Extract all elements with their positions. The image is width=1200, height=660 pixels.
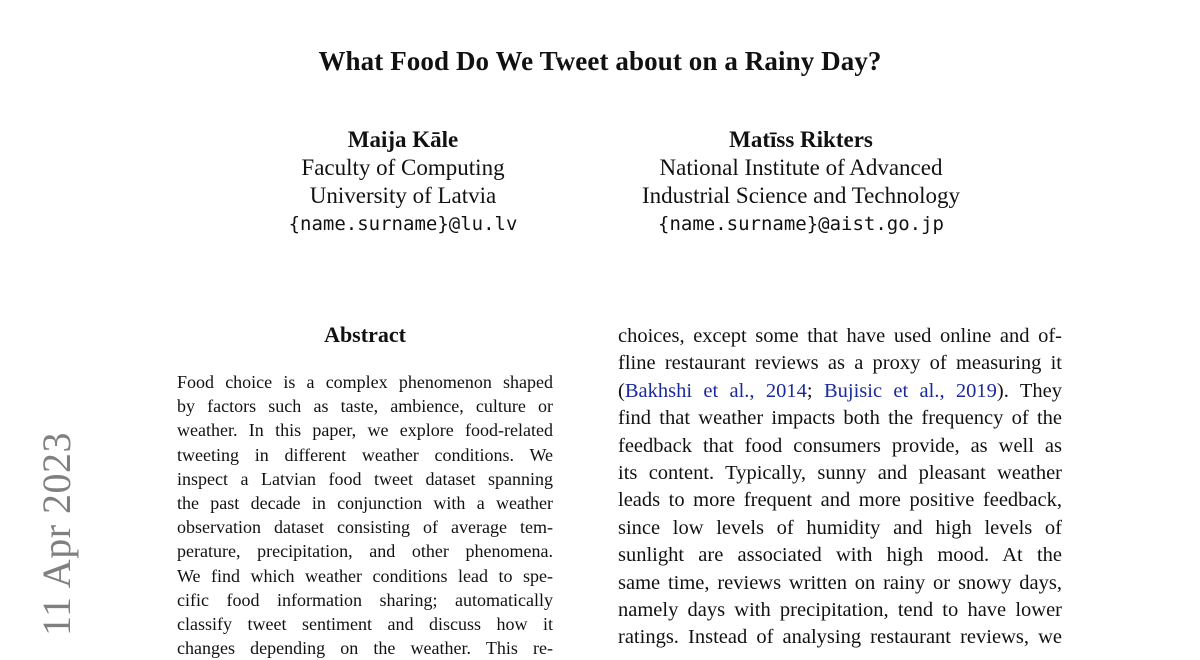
author-affiliation: University of Latvia xyxy=(309,183,497,208)
body-line: fline restaurant reviews as a proxy of measuring it xyxy=(618,352,1062,375)
abstract-line: perature, precipitation, and other phenomena. xyxy=(177,541,553,562)
abstract-line: observation dataset consisting of average tem- xyxy=(177,517,553,538)
citation-separator: ; xyxy=(806,379,824,402)
author-block-1 xyxy=(243,126,563,238)
body-line: find that weather impacts both the frequency of the xyxy=(618,407,1062,430)
body-text-column xyxy=(618,323,1062,652)
abstract-line: by factors such as taste, ambience, culture or xyxy=(177,396,553,417)
body-line: feedback that food consumers provide, as well as xyxy=(618,434,1062,457)
abstract-line: cific food information sharing; automatically xyxy=(177,589,553,610)
abstract-text xyxy=(177,370,553,660)
body-line: its content. Typically, sunny and pleasant weather xyxy=(618,462,1062,485)
body-line: choices, except some that have used online and of- xyxy=(618,325,1062,347)
abstract-line: We find which weather conditions lead to spe- xyxy=(177,565,553,586)
abstract-line: the past decade in conjunction with a weather xyxy=(177,493,553,514)
body-line: ratings. Instead of analysing restaurant reviews, we xyxy=(618,626,1062,649)
author-name: Matīss Rikters xyxy=(729,127,873,152)
arxiv-date-stamp: 11 Apr 2023 xyxy=(34,431,79,636)
author-block-2 xyxy=(621,126,981,238)
abstract-line: classify tweet sentiment and discuss how it xyxy=(177,614,553,635)
abstract-heading: Abstract xyxy=(324,322,406,347)
abstract-line: tweeting in different weather conditions. We xyxy=(177,444,553,465)
author-affiliation: National Institute of Advanced xyxy=(659,155,943,180)
author-affiliation: Faculty of Computing xyxy=(301,155,505,180)
author-affiliation: Industrial Science and Technology xyxy=(642,183,960,208)
body-line-citations xyxy=(618,378,1062,405)
paren-close: ). They xyxy=(996,379,1062,402)
citation-link-bujisic[interactable]: Bujisic et al., 2019 xyxy=(823,379,997,402)
author-email: {name.surname}@aist.go.jp xyxy=(658,213,944,235)
body-line: namely days with precipitation, tend to have lower xyxy=(618,599,1062,622)
abstract-line: Food choice is a complex phenomenon shaped xyxy=(177,372,553,392)
body-line: same time, reviews written on rainy or snowy days, xyxy=(618,571,1062,594)
paper-title: What Food Do We Tweet about on a Rainy Day? xyxy=(318,46,882,76)
abstract-line: inspect a Latvian food tweet dataset spanning xyxy=(177,468,553,489)
body-line: since low levels of humidity and high levels of xyxy=(618,516,1062,539)
author-name: Maija Kāle xyxy=(347,127,459,152)
abstract-line: changes depending on the weather. This re- xyxy=(177,638,553,659)
citation-link-bakhshi[interactable]: Bakhshi et al., 2014 xyxy=(624,379,807,402)
abstract-line: weather. In this paper, we explore food-related xyxy=(177,420,553,441)
body-line: leads to more frequent and more positive feedback, xyxy=(618,489,1062,512)
paren-open: ( xyxy=(618,379,625,402)
author-email: {name.surname}@lu.lv xyxy=(288,213,518,235)
body-line: sunlight are associated with high mood. At the xyxy=(618,544,1062,567)
